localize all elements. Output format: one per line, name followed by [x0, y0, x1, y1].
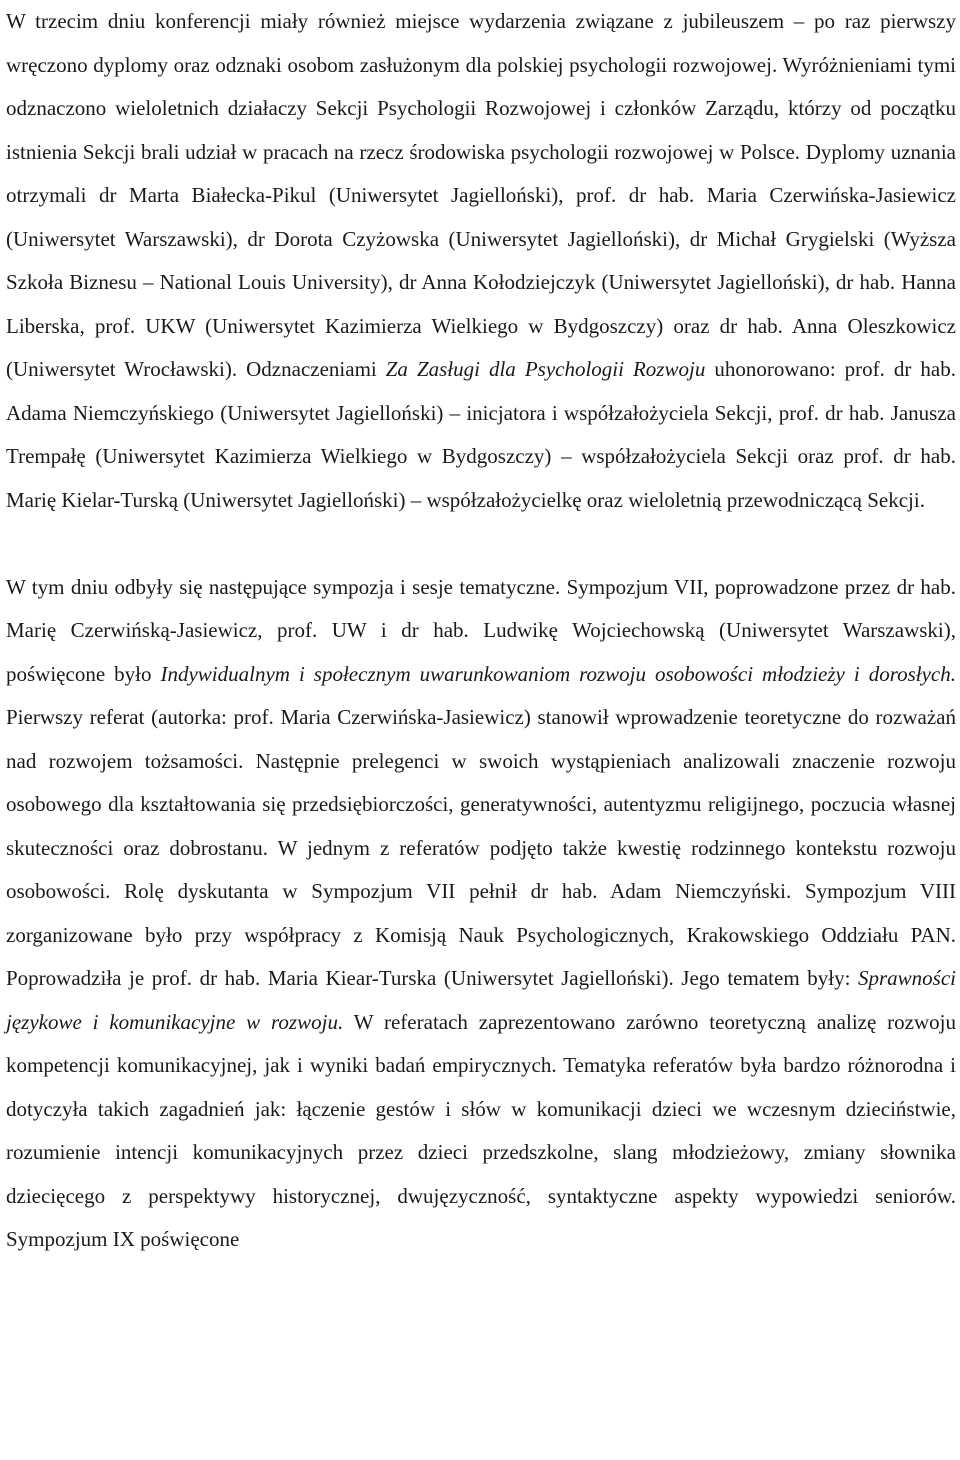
italic-symposium-vii-title: Indywidualnym i społecznym uwarunkowaniom rozwoju osobowości młodzieży i dorosłych.: [160, 661, 956, 686]
italic-award-title: Za Zasługi dla Psychologii Rozwoju: [385, 357, 706, 381]
text-segment: W trzecim dniu konferencji miały również miejsce wydarzenia związane z jubileuszem – po raz pierwszy wręczono dyplomy oraz odznaki osobom zasłużonym dla polskiej psychologii rozwojowej. Wyróżnieniami tymi odznaczono wieloletnich działaczy Sekcji Psychologii Rozwojowej i członków Zarządu, którzy od początku istnienia Sekcji brali udział w pracach na rzecz środowiska psychologii rozwojowej w Polsce. Dyplomy uznania otrzymali dr Marta Białecka-Pikul (Uniwersytet Jagielloński), prof. dr hab. Maria Czerwińska-Jasiewicz (Uniwersytet Warszawski), dr Dorota Czyżowska (Uniwersytet Jagielloński), dr Michał Grygielski (Wyższa Szkoła Biznesu – National Louis University), dr Anna Kołodziejczyk (Uniwersytet Jagielloński), dr hab. Hanna Liberska, prof. UKW (Uniwersytet Kazimierza Wielkiego w Bydgoszczy) oraz dr hab. Anna Oleszkowicz (Uniwersytet Wrocławski). Odznaczeniami: [6, 9, 956, 381]
text-segment: Pierwszy referat (autorka: prof. Maria Czerwińska-Jasiewicz) stanowił wprowadzenie teoretyczne do rozważań nad rozwojem tożsamości. Następnie prelegenci w swoich wystąpieniach analizowali znaczenie rozwoju osobowego dla kształtowania się przedsiębiorczości, generatywności, autentyzmu religijnego, poczucia własnej skuteczności oraz dobrostanu. W jednym z referatów podjęto także kwestię rodzinnego kontekstu rozwoju osobowości. Rolę dyskutanta w Sympozjum VII pełnił dr hab. Adam Niemczyński. Sympozjum VIII zorganizowane było przy współpracy z Komisją Nauk Psychologicznych, Krakowskiego Oddziału PAN. Poprowadziła je prof. dr hab. Maria Kiear-Turska (Uniwersytet Jagielloński). Jego tematem były:: [6, 705, 956, 990]
paragraph-awards: [6, 0, 956, 522]
text-segment: W referatach zaprezentowano zarówno teoretyczną analizę rozwoju kompetencji komunikacyjnej, jak i wyniki badań empirycznych. Tematyka referatów była bardzo różnorodna i dotyczyła takich zagadnień jak: łączenie gestów i słów w komunikacji dzieci we wczesnym dzieciństwie, rozumienie intencji komunikacyjnych przez dzieci przedszkolne, slang młodzieżowy, zmiany słownika dziecięcego z perspektywy historycznej, dwujęzyczność, syntaktyczne aspekty wypowiedzi seniorów. Sympozjum IX poświęcone: [6, 1009, 956, 1251]
document-page: [6, 0, 956, 1262]
text-segment: uhonorowano: prof. dr hab. Adama Niemczyńskiego (Uniwersytet Jagielloński) – inicjatora i współzałożyciela Sekcji, prof. dr hab. Janusza Trempałę (Uniwersytet Kazimierza Wielkiego w Bydgoszczy) – współzałożyciela Sekcji oraz prof. dr hab. Marię Kielar-Turską (Uniwersytet Jagielloński) – współzałożycielkę oraz wieloletnią przewodniczącą Sekcji.: [6, 357, 956, 512]
italic-symposium-viii-title: Sprawności językowe i komunikacyjne w rozwoju.: [6, 966, 956, 1034]
text-segment: W tym dniu odbyły się następujące sympozja i sesje tematyczne. Sympozjum VII, poprowadzone przez dr hab. Marię Czerwińską-Jasiewicz, prof. UW i dr hab. Ludwikę Wojciechowską (Uniwersytet Warszawski), poświęcone było: [6, 574, 956, 686]
paragraph-symposia: [6, 566, 956, 1262]
